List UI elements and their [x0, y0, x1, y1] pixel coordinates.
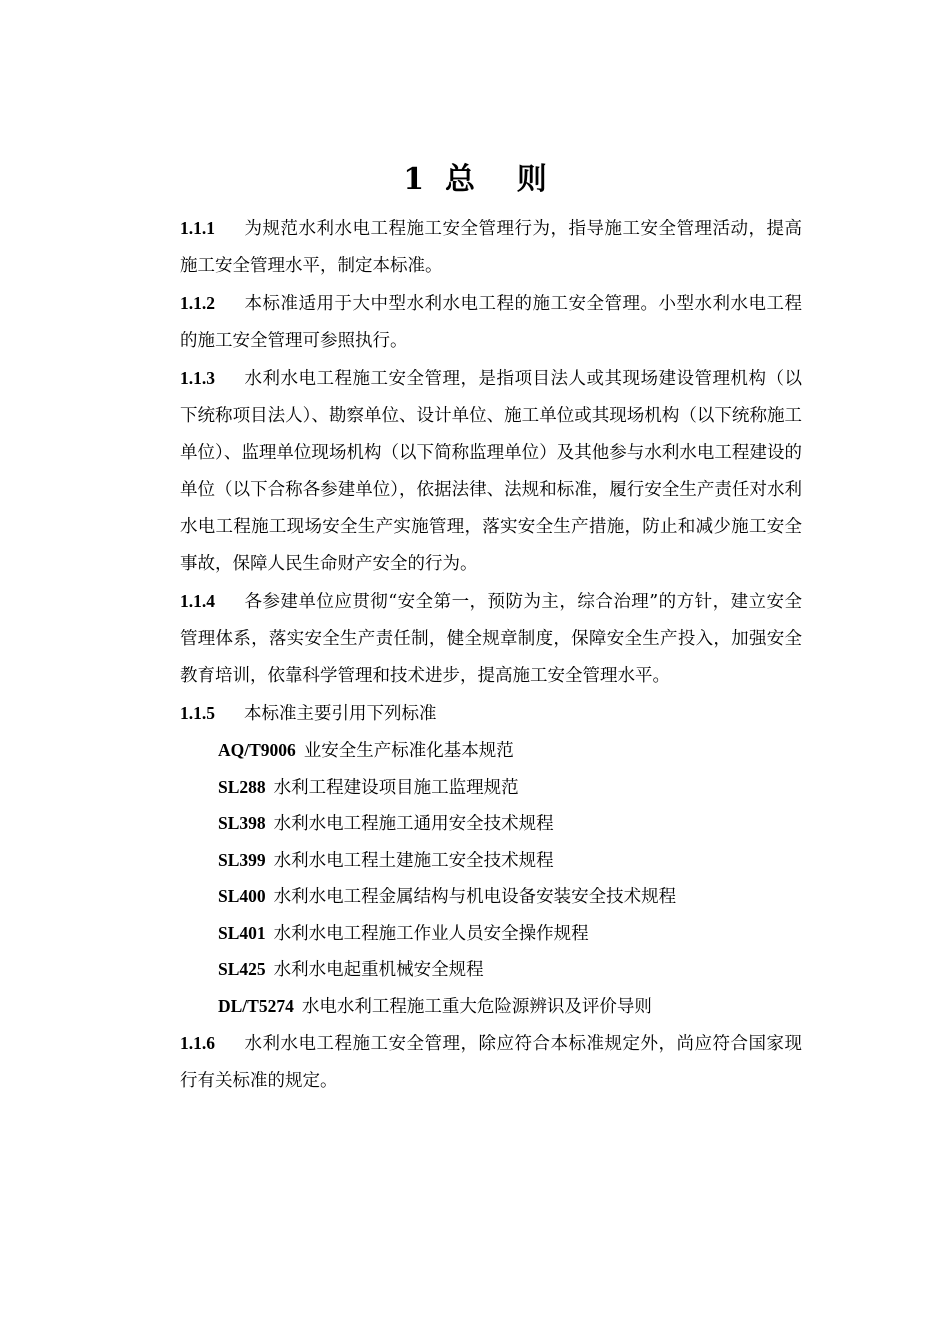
clause-text: 为规范水利水电工程施工安全管理行为，指导施工安全管理活动，提高施工安全管理水平，制定本标准。: [180, 219, 802, 276]
clause-number: 1.1.3: [180, 368, 215, 388]
reference-name: 水利水电工程土建施工安全技术规程: [273, 850, 554, 871]
clause-text: 水利水电工程施工安全管理，除应符合本标准规定外，尚应符合国家现行有关标准的规定。: [180, 1034, 802, 1091]
reference-item: [218, 733, 802, 770]
clause-1-1-2: [180, 285, 802, 360]
reference-code: SL399: [218, 849, 266, 870]
clause-text: 各参建单位应贯彻“安全第一，预防为主，综合治理”的方针，建立安全管理体系，落实安全生产责任制，健全规章制度，保障安全生产投入，加强安全教育培训，依靠科学管理和技术进步，提高施工安全管理水平。: [180, 592, 802, 686]
reference-name: 水利水电起重机械安全规程: [273, 960, 484, 980]
clause-text: 本标准主要引用下列标准: [244, 704, 437, 724]
reference-name: 水利水电工程金属结构与机电设备安装安全技术规程: [273, 887, 677, 907]
reference-code: SL288: [218, 776, 266, 797]
clause-number: 1.1.5: [180, 703, 215, 723]
reference-item: [218, 952, 802, 989]
reference-code: SL398: [218, 813, 266, 833]
clause-1-1-5: [180, 695, 802, 733]
reference-name: 水利工程建设项目施工监理规范: [273, 777, 519, 798]
document-body: [180, 210, 802, 1100]
clause-number: 1.1.2: [180, 293, 215, 313]
reference-code: DL/T5274: [218, 995, 294, 1016]
reference-standards-list: [180, 733, 802, 1025]
reference-code: AQ/T9006: [218, 740, 296, 760]
clause-1-1-4: [180, 583, 802, 695]
clause-1-1-1: [180, 210, 802, 285]
reference-name: 水电水利工程施工重大危险源辨识及评价导则: [301, 996, 652, 1017]
clause-1-1-3: [180, 360, 802, 583]
clause-text: 本标准适用于大中型水利水电工程的施工安全管理。小型水利水电工程的施工安全管理可参照执行。: [180, 294, 802, 351]
reference-name: 业安全生产标准化基本规范: [303, 741, 514, 761]
reference-item: [218, 806, 802, 843]
reference-code: SL400: [218, 886, 266, 906]
reference-item: [218, 843, 802, 880]
reference-item: [218, 879, 802, 916]
reference-code: SL401: [218, 922, 266, 943]
clause-1-1-6: [180, 1025, 802, 1100]
clause-number: 1.1.4: [180, 591, 215, 611]
reference-name: 水利水电工程施工通用安全技术规程: [273, 814, 554, 834]
reference-item: [218, 916, 802, 953]
clause-number: 1.1.1: [180, 218, 215, 238]
reference-code: SL425: [218, 959, 266, 979]
clause-text: 水利水电工程施工安全管理，是指项目法人或其现场建设管理机构（以下统称项目法人）、勘察单位、设计单位、施工单位或其现场机构（以下统称施工单位）、监理单位现场机构（以下简称监理单位）及其他参与水利水电工程建设的单位（以下合称各参建单位），依据法律、法规和标准，履行安全生产责任对水利水电工程施工现场安全生产实施管理，落实安全生产措施，防止和减少施工安全事故，保障人民生命财产安全的行为。: [180, 369, 802, 574]
reference-item: [218, 989, 802, 1026]
reference-name: 水利水电工程施工作业人员安全操作规程: [273, 923, 589, 944]
chapter-title: 1 总 则: [403, 162, 547, 198]
clause-number: 1.1.6: [180, 1033, 215, 1053]
reference-item: [218, 770, 802, 807]
